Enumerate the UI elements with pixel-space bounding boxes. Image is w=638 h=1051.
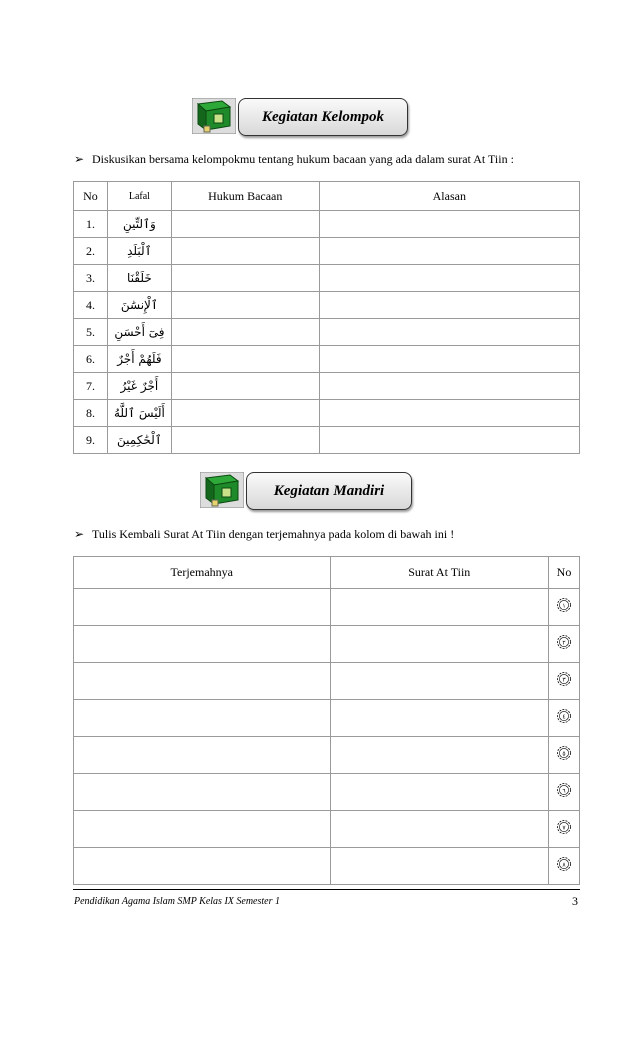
surat-cell[interactable] — [330, 626, 549, 663]
table-row — [74, 811, 580, 848]
header-hukum-bacaan: Hukum Bacaan — [171, 182, 319, 211]
alasan-cell[interactable] — [319, 265, 579, 292]
ayah-number: ٧ — [562, 824, 566, 832]
alasan-cell[interactable] — [319, 427, 579, 454]
terjemah-cell[interactable] — [74, 663, 331, 700]
ayah-number: ٤ — [562, 713, 566, 721]
surat-cell[interactable] — [330, 774, 549, 811]
terjemah-cell[interactable] — [74, 774, 331, 811]
ayah-marker-icon — [556, 819, 572, 835]
table-row — [74, 238, 580, 265]
ayah-number: ٥ — [562, 750, 566, 758]
surat-cell[interactable] — [330, 737, 549, 774]
header-no: No — [549, 557, 580, 589]
table-row — [74, 400, 580, 427]
table-row — [74, 211, 580, 238]
header-terjemahnya: Terjemahnya — [74, 557, 331, 589]
arrow-bullet-icon: ➢ — [74, 527, 85, 541]
header-lafal: Lafal — [107, 182, 171, 211]
ayah-number: ٨ — [562, 861, 566, 869]
kelompok-header — [0, 97, 638, 137]
row-number: 1. — [74, 211, 108, 238]
mandiri-title: Kegiatan Mandiri — [246, 472, 412, 510]
ayah-marker-icon — [556, 597, 572, 613]
row-number: 4. — [74, 292, 108, 319]
book-icon — [200, 472, 244, 508]
header-surat-at-tiin: Surat At Tiin — [330, 557, 549, 589]
table-row — [74, 700, 580, 737]
ayah-number: ٢ — [562, 639, 566, 647]
hukum-bacaan-cell[interactable] — [171, 346, 319, 373]
table-row — [74, 373, 580, 400]
row-lafal: ٱلْإِنسَٰنَ — [107, 292, 171, 319]
hukum-bacaan-cell[interactable] — [171, 319, 319, 346]
alasan-cell[interactable] — [319, 238, 579, 265]
footer-book-title: Pendidikan Agama Islam SMP Kelas IX Semester 1 — [74, 896, 280, 907]
alasan-cell[interactable] — [319, 400, 579, 427]
header-no: No — [74, 182, 108, 211]
page-number: 3 — [572, 894, 578, 908]
kelompok-title: Kegiatan Kelompok — [238, 98, 408, 136]
ayah-marker-icon — [556, 856, 572, 872]
ayah-marker-icon — [556, 708, 572, 724]
table-header-row — [74, 182, 580, 211]
ayah-number: ١ — [562, 602, 566, 610]
row-lafal: ٱلْبَلَدِ — [107, 238, 171, 265]
table-row — [74, 427, 580, 454]
surat-cell[interactable] — [330, 811, 549, 848]
hukum-bacaan-table — [73, 181, 580, 454]
hukum-bacaan-cell[interactable] — [171, 373, 319, 400]
table-row — [74, 626, 580, 663]
ayah-number-cell — [549, 848, 580, 885]
surat-cell[interactable] — [330, 663, 549, 700]
surat-cell[interactable] — [330, 848, 549, 885]
row-lafal: أَلَيْسَ ٱللَّهُ — [107, 400, 171, 427]
header-alasan: Alasan — [319, 182, 579, 211]
row-lafal: ٱلْحَٰكِمِينَ — [107, 427, 171, 454]
terjemah-cell[interactable] — [74, 737, 331, 774]
table-row — [74, 265, 580, 292]
mandiri-instruction: ➢ Tulis Kembali Surat At Tiin dengan terjemahnya pada kolom di bawah ini ! — [74, 527, 455, 541]
ayah-number-cell — [549, 737, 580, 774]
row-lafal: أَجْرٌ غَيْرُ — [107, 373, 171, 400]
table-row — [74, 848, 580, 885]
arrow-bullet-icon: ➢ — [74, 152, 85, 166]
alasan-cell[interactable] — [319, 319, 579, 346]
table-row — [74, 292, 580, 319]
table-row — [74, 774, 580, 811]
footer-divider — [73, 889, 580, 890]
hukum-bacaan-cell[interactable] — [171, 427, 319, 454]
terjemah-cell[interactable] — [74, 848, 331, 885]
ayah-number: ٣ — [562, 676, 566, 684]
row-number: 2. — [74, 238, 108, 265]
ayah-marker-icon — [556, 745, 572, 761]
row-lafal: فِىٓ أَحْسَنِ — [107, 319, 171, 346]
hukum-bacaan-cell[interactable] — [171, 238, 319, 265]
surat-cell[interactable] — [330, 700, 549, 737]
ayah-marker-icon — [556, 634, 572, 650]
ayah-marker-icon — [556, 671, 572, 687]
book-icon — [192, 98, 236, 134]
ayah-number-cell — [549, 663, 580, 700]
row-lafal: وَٱلتِّينِ — [107, 211, 171, 238]
hukum-bacaan-cell[interactable] — [171, 265, 319, 292]
kelompok-instruction: ➢ Diskusikan bersama kelompokmu tentang hukum bacaan yang ada dalam surat At Tiin : — [74, 152, 514, 166]
table-header-row — [74, 557, 580, 589]
row-number: 7. — [74, 373, 108, 400]
table-row — [74, 737, 580, 774]
row-number: 8. — [74, 400, 108, 427]
ayah-number: ٦ — [562, 787, 566, 795]
row-lafal: خَلَقْنَا — [107, 265, 171, 292]
hukum-bacaan-cell[interactable] — [171, 211, 319, 238]
mandiri-header — [0, 470, 638, 510]
row-lafal: فَلَهُمْ أَجْرٌ — [107, 346, 171, 373]
table-row — [74, 346, 580, 373]
hukum-bacaan-cell[interactable] — [171, 292, 319, 319]
surat-cell[interactable] — [330, 589, 549, 626]
hukum-bacaan-cell[interactable] — [171, 400, 319, 427]
table-row — [74, 663, 580, 700]
row-number: 5. — [74, 319, 108, 346]
alasan-cell[interactable] — [319, 346, 579, 373]
ayah-number-cell — [549, 774, 580, 811]
row-number: 9. — [74, 427, 108, 454]
ayah-number-cell — [549, 589, 580, 626]
terjemah-cell[interactable] — [74, 589, 331, 626]
terjemah-cell[interactable] — [74, 626, 331, 663]
ayah-number-cell — [549, 700, 580, 737]
table-row — [74, 589, 580, 626]
table-row — [74, 319, 580, 346]
ayah-marker-icon — [556, 782, 572, 798]
ayah-number-cell — [549, 626, 580, 663]
row-number: 3. — [74, 265, 108, 292]
alasan-cell[interactable] — [319, 211, 579, 238]
ayah-number-cell — [549, 811, 580, 848]
alasan-cell[interactable] — [319, 373, 579, 400]
terjemah-cell[interactable] — [74, 811, 331, 848]
terjemah-table — [73, 556, 580, 885]
alasan-cell[interactable] — [319, 292, 579, 319]
terjemah-cell[interactable] — [74, 700, 331, 737]
row-number: 6. — [74, 346, 108, 373]
